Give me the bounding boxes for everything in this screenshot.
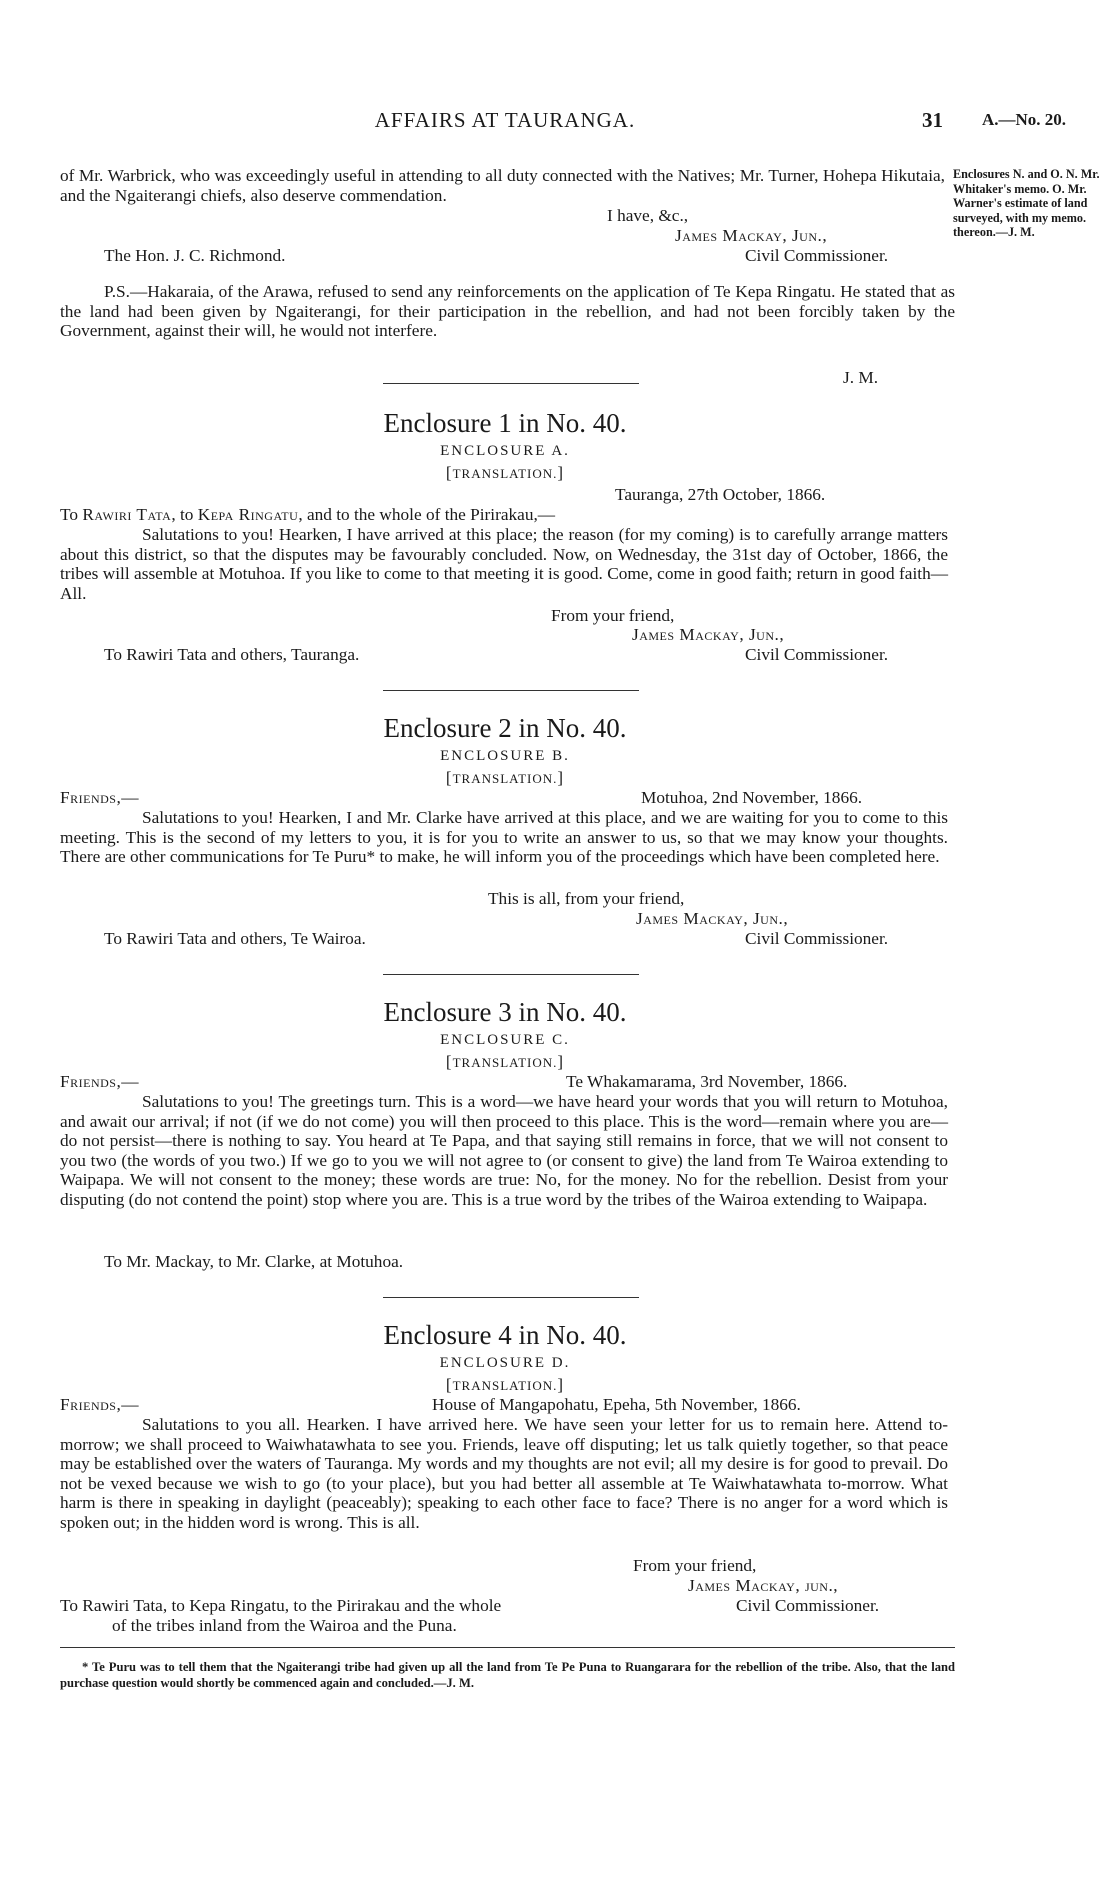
enclosure-2-label: ENCLOSURE B. xyxy=(440,748,570,764)
postscript: P.S.—Hakaraia, of the Arawa, refused to send any reinforcements on the application of Te Kepa Ringatu. He stated that as the land had been given by Ngaiterangi, for their participation in the rebellion, and had not been forcibly taken by the Government, against their will, he would not interfere. xyxy=(60,282,955,341)
running-head xyxy=(0,108,1114,138)
footnote: * Te Puru was to tell them that the Ngaiterangi tribe had given up all the land from Te Pe Puna to Ruangarara for the rebellion of the tribe. Also, that the land purchase question would shortly be commenced again and concluded.—J. M. xyxy=(60,1660,955,1690)
enclosure-4-place-date: House of Mangapohatu, Epeha, 5th November, 1866. xyxy=(432,1395,801,1414)
enclosure-2-signature: James Mackay, Jun., xyxy=(636,909,789,928)
enclosure-4-office: Civil Commissioner. xyxy=(736,1596,880,1615)
enclosure-2-translation: [TRANSLATION.] xyxy=(445,768,565,787)
letter-addressee: The Hon. J. C. Richmond. xyxy=(104,246,286,265)
enclosure-1-heading: Enclosure 1 in No. 40. xyxy=(383,408,627,438)
enclosure-3-body: Salutations to you! The greetings turn. This is a word—we have heard your words that you will return to Motuhoa, and await our arrival; if not (if we do not come) you will then proceed to this place. This is the word—remain where you are—do not persist—there is nothing to say. You heard at Te Papa, and that saying still remains in force, that we will not consent to you two (the words of you two.) If we go to you we will not agree to (or consent to give) the land from Te Wairoa extending to Waipapa. We will not consent to the money; these words are true: No, for the money. No for the rebellion. Desist from your disputing (do not contend the point) stop where you are. This is a true word by the tribes of the Wairoa extending to Waipapa. xyxy=(60,1092,948,1209)
enclosure-4-label: ENCLOSURE D. xyxy=(439,1355,571,1371)
letter-office: Civil Commissioner. xyxy=(745,246,889,265)
enclosure-2-body: Salutations to you! Hearken, I and Mr. Clarke have arrived at this place, and we are waiting for you to come to this meeting. This is the second of my letters to you, it is for you to write an answer to us, so that we may know your thoughts. There are other communications for Te Puru* to make, he will inform you of the proceedings which have been completed here. xyxy=(60,808,948,867)
page-header-title: AFFAIRS AT TAURANGA. xyxy=(374,108,636,132)
postscript-initials: J. M. xyxy=(843,368,879,387)
enclosure-4-body: Salutations to you all. Hearken. I have arrived here. We have seen your letter for us to remain here. Attend to-morrow; we shall proceed to Waiwhatawhata to see you. Friends, leave off disputing; let us talk quietly together, so that peace may be established over the waters of Tauranga. My words and my thoughts are not evil; all my desire is for good to prevail. Do not be vexed because we wish to go (to your place), but you had better all assemble at Te Waiwhatawhata to-morrow. What harm is there in speaking in daylight (peaceably); speaking to each other face to face? There is no anger for a word which is spoken out; in the hidden word is wrong. This is all. xyxy=(60,1415,948,1532)
enclosure-4-closing: From your friend, xyxy=(633,1556,757,1575)
enclosure-1-label: ENCLOSURE A. xyxy=(440,443,570,459)
enclosure-1-to-line: To Rawiri Tata, to Kepa Ringatu, and to the whole of the Pirirakau,— xyxy=(60,505,556,524)
enclosure-3-label: ENCLOSURE C. xyxy=(440,1032,570,1048)
enclosure-3-translation: [TRANSLATION.] xyxy=(445,1052,565,1071)
enclosure-4-addressee-line2: of the tribes inland from the Wairoa and the Puna. xyxy=(112,1616,457,1635)
enclosure-4-heading: Enclosure 4 in No. 40. xyxy=(383,1320,627,1350)
enclosure-2-place-date: Motuhoa, 2nd November, 1866. xyxy=(641,788,863,807)
enclosure-1-place-date: Tauranga, 27th October, 1866. xyxy=(615,485,826,504)
section-divider xyxy=(383,974,639,975)
enclosure-4-salutation: Friends,— xyxy=(60,1395,140,1414)
enclosure-4-addressee-line1: To Rawiri Tata, to Kepa Ringatu, to the Pirirakau and the whole xyxy=(60,1596,502,1615)
enclosure-2-closing: This is all, from your friend, xyxy=(488,889,685,908)
enclosure-3-addressee: To Mr. Mackay, to Mr. Clarke, at Motuhoa. xyxy=(104,1252,404,1271)
letter-signature: James Mackay, Jun., xyxy=(675,226,828,245)
enclosure-4-signature: James Mackay, jun., xyxy=(688,1576,839,1595)
letter-closing: I have, &c., xyxy=(607,206,689,225)
letter-end-paragraph: of Mr. Warbrick, who was exceedingly useful in attending to all duty connected with the Natives; Mr. Turner, Hohepa Hikutaia, and the Ngaiterangi chiefs, also deserve commendation. xyxy=(60,166,945,205)
enclosure-1-closing: From your friend, xyxy=(551,606,675,625)
enclosure-4-translation: [TRANSLATION.] xyxy=(445,1375,565,1394)
enclosure-3-place-date: Te Whakamarama, 3rd November, 1866. xyxy=(566,1072,848,1091)
enclosure-2-office: Civil Commissioner. xyxy=(745,929,889,948)
enclosure-3-salutation: Friends,— xyxy=(60,1072,140,1091)
document-reference: A.—No. 20. xyxy=(982,110,1067,129)
enclosure-2-salutation: Friends,— xyxy=(60,788,140,807)
section-divider xyxy=(383,1297,639,1298)
page-number: 31 xyxy=(922,108,943,132)
enclosure-3-heading: Enclosure 3 in No. 40. xyxy=(383,997,627,1027)
section-divider xyxy=(383,383,639,384)
enclosure-2-heading: Enclosure 2 in No. 40. xyxy=(383,713,627,743)
enclosure-1-office: Civil Commissioner. xyxy=(745,645,889,664)
margin-note: Enclosures N. and O. N. Mr. Whitaker's memo. O. Mr. Warner's estimate of land surveyed, with my memo. thereon.—J. M. xyxy=(953,167,1100,239)
enclosure-1-signature: James Mackay, Jun., xyxy=(632,625,785,644)
enclosure-1-addressee: To Rawiri Tata and others, Tauranga. xyxy=(104,645,360,664)
section-divider xyxy=(383,690,639,691)
footnote-divider xyxy=(60,1647,955,1648)
enclosure-1-body: Salutations to you! Hearken, I have arrived at this place; the reason (for my coming) is to carefully arrange matters about this district, so that the disputes may be favourably concluded. Now, on Wednesday, the 31st day of October, 1866, the tribes will assemble at Motuhoa. If you like to come to that meeting it is good. Come, come in good faith; return in good faith—All. xyxy=(60,525,948,603)
enclosure-2-addressee: To Rawiri Tata and others, Te Wairoa. xyxy=(104,929,366,948)
enclosure-1-translation: [TRANSLATION.] xyxy=(445,463,565,482)
